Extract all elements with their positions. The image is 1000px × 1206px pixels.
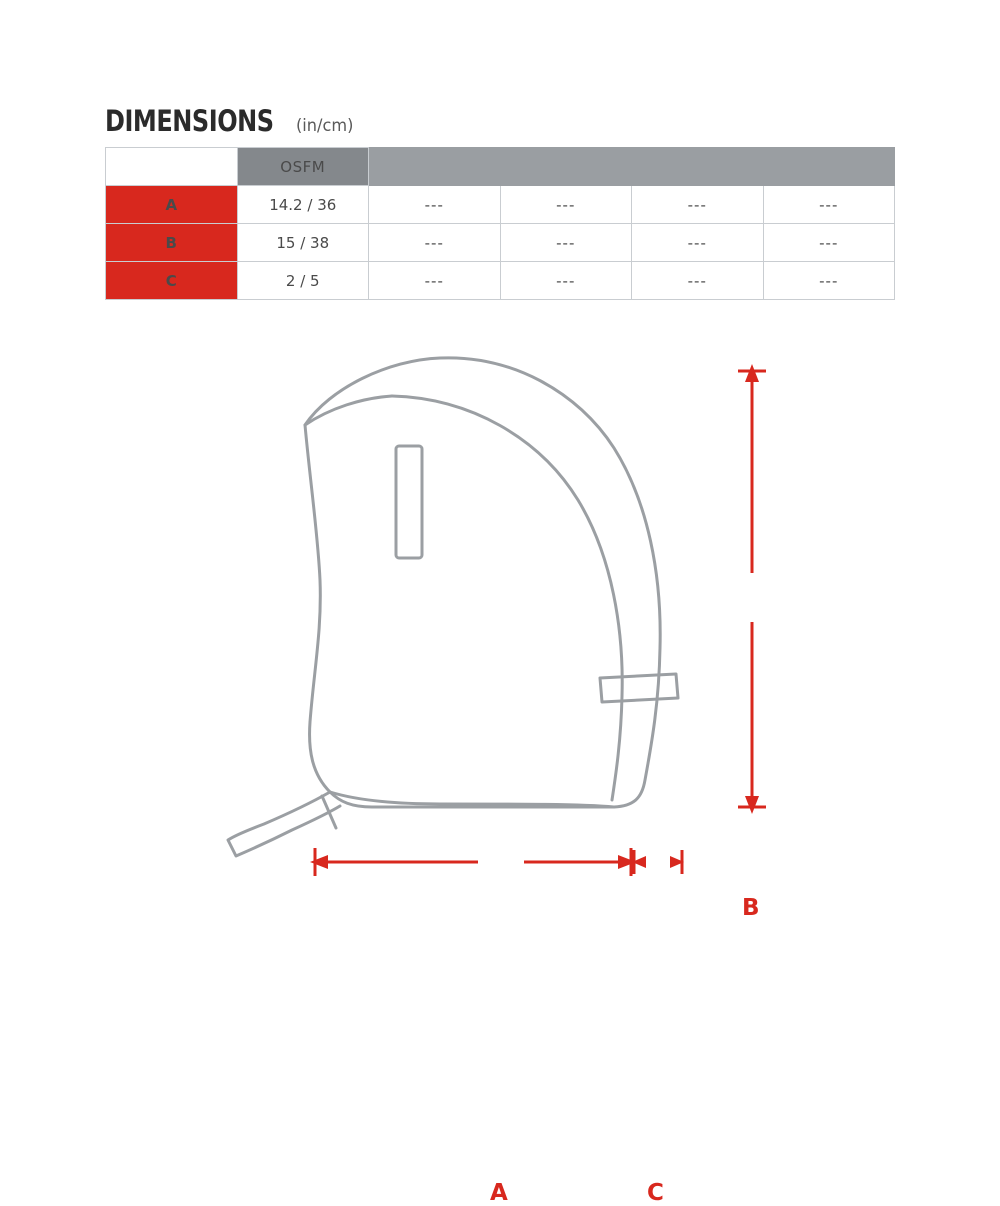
row-label-a: A — [106, 186, 238, 224]
measure-line-b — [738, 364, 766, 814]
table-row — [106, 262, 895, 300]
dimensions-table — [105, 147, 895, 300]
header-corner-blank — [106, 148, 238, 186]
cell-c-2: --- — [369, 262, 501, 300]
column-header-3 — [500, 148, 632, 186]
measure-a-arrow-left — [310, 855, 328, 869]
page-title — [105, 104, 357, 138]
cell-c-osfm: 2 / 5 — [237, 262, 369, 300]
cell-b-4: --- — [632, 224, 764, 262]
cell-c-4: --- — [632, 262, 764, 300]
column-header-osfm: OSFM — [237, 148, 369, 186]
cell-c-3: --- — [500, 262, 632, 300]
hood-face-opening — [392, 396, 622, 800]
cell-c-5: --- — [763, 262, 895, 300]
chin-strap-seam — [322, 796, 336, 828]
measure-line-c — [632, 850, 684, 874]
table-row — [106, 224, 895, 262]
cell-b-5: --- — [763, 224, 895, 262]
side-strap-detail — [600, 674, 678, 702]
cell-b-osfm: 15 / 38 — [237, 224, 369, 262]
unit-note: (in/cm) — [296, 116, 354, 136]
table-header-row — [106, 148, 895, 186]
measure-b-arrow-top — [745, 364, 759, 382]
cell-a-3: --- — [500, 186, 632, 224]
cell-b-3: --- — [500, 224, 632, 262]
vent-tab-detail — [396, 446, 422, 558]
column-header-5 — [763, 148, 895, 186]
row-label-c: C — [106, 262, 238, 300]
measure-label-c: C — [647, 1180, 664, 1206]
measure-label-a: A — [490, 1180, 508, 1206]
cell-a-5: --- — [763, 186, 895, 224]
column-header-4 — [632, 148, 764, 186]
hood-neck-line — [330, 792, 614, 807]
table-row — [106, 186, 895, 224]
cell-b-2: --- — [369, 224, 501, 262]
measure-label-b: B — [742, 895, 760, 921]
product-diagram — [0, 330, 1000, 1206]
page-title-text: DIMENSIONS — [105, 104, 274, 138]
hood-body-path — [305, 358, 660, 807]
hood-outline-illustration — [228, 358, 678, 856]
column-header-2 — [369, 148, 501, 186]
cell-a-2: --- — [369, 186, 501, 224]
row-label-b: B — [106, 224, 238, 262]
measure-b-arrow-bottom — [745, 796, 759, 814]
cell-a-4: --- — [632, 186, 764, 224]
cell-a-osfm: 14.2 / 36 — [237, 186, 369, 224]
measure-line-a — [310, 848, 636, 876]
